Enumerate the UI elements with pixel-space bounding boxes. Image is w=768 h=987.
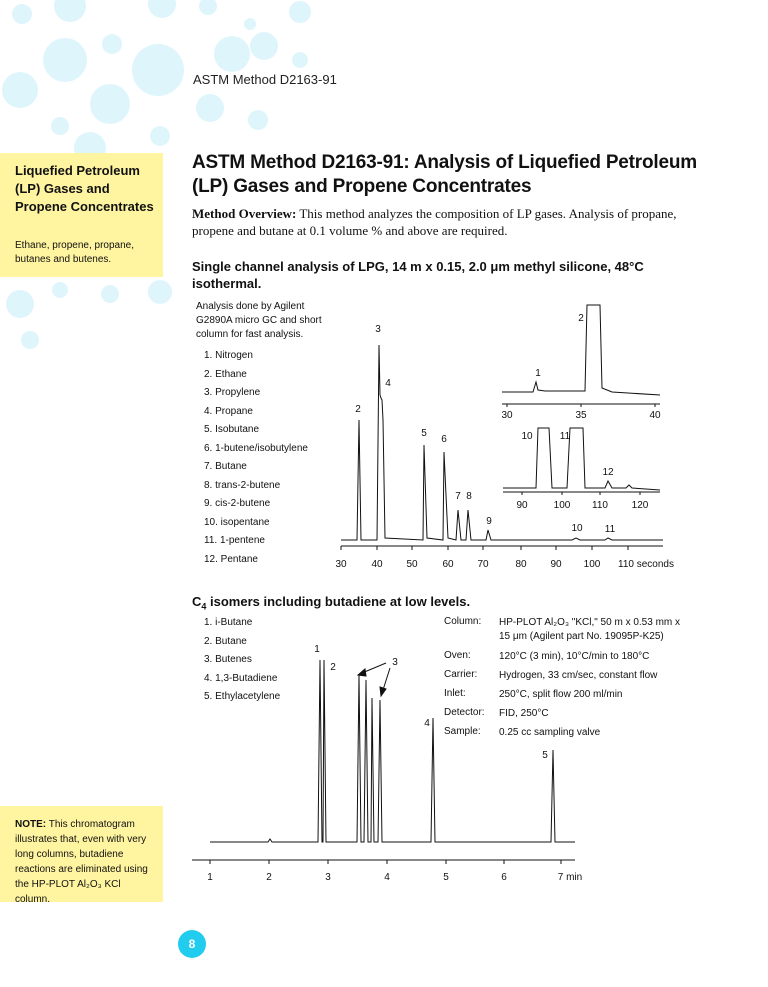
condition-value: 250°C, split flow 200 ml/min (499, 689, 623, 700)
condition-key: Column: (444, 616, 482, 627)
note-label: NOTE: (15, 819, 47, 830)
list-item: 11. 1-pentene (204, 535, 265, 546)
inset1-peak-label: 2 (578, 313, 584, 324)
condition-value: Hydrogen, 33 cm/sec, constant flow (499, 670, 658, 681)
arrow-line (383, 668, 390, 690)
chart2-title-sub: 4 (201, 601, 207, 612)
x-tick-label: 3 (325, 872, 331, 883)
list-item: 9. cis-2-butene (204, 498, 271, 509)
overview-text: This method analyzes the composition of LP gases. Analysis of propane, propene and butane at 0.1 volume % and above are required. (192, 206, 677, 238)
list-item: 1. Nitrogen (204, 350, 253, 361)
condition-key: Carrier: (444, 669, 478, 680)
inset1-peak-label: 1 (535, 368, 541, 379)
peak-label: 4 (385, 378, 391, 389)
x-tick-label: 50 (406, 559, 418, 570)
chart2-title-suffix: isomers including butadiene at low levels. (206, 594, 471, 609)
condition-key: Inlet: (444, 688, 466, 699)
peak-label: 6 (441, 434, 447, 445)
x-tick-label: 5 (443, 872, 449, 883)
peak-label: 11 (604, 524, 616, 535)
condition-value: 0.25 cc sampling valve (499, 727, 601, 738)
overview-label: Method Overview: (192, 206, 297, 221)
arrow-head (380, 687, 386, 696)
condition-value-line: 15 μm (Agilent part No. 19095P-K25) (499, 631, 664, 642)
list-item: 10. isopentane (204, 516, 270, 528)
x-tick-label: 60 (442, 559, 454, 570)
peak-label: 10 (571, 523, 583, 534)
page-title: ASTM Method D2163-91: Analysis of Liquefied Petroleum (LP) Gases and Propene Concentrates (192, 152, 697, 197)
peak-label: 1 (314, 644, 320, 655)
note-body: This chromatogram illustrates that, even with very long columns, butadiene reactions are eliminated using the HP-PLOT Al₂O₃ KCl column. (15, 819, 148, 905)
list-item: 12. Pentane (204, 553, 258, 565)
list-item: 4. Propane (204, 405, 253, 417)
peak-label: 2 (330, 662, 336, 673)
list-item: 5. Isobutane (204, 424, 260, 435)
list-item: 2. Butane (204, 635, 247, 647)
peak-label: 4 (424, 718, 430, 729)
condition-key: Sample: (444, 726, 481, 737)
inset2-tick-label: 110 (592, 500, 608, 511)
list-item: 8. trans-2-butene (204, 479, 281, 491)
inset2-peak-label: 12 (602, 467, 614, 478)
peak-label: 7 (455, 491, 461, 502)
condition-key: Oven: (444, 650, 471, 661)
list-item: 4. 1,3-Butadiene (204, 672, 278, 684)
x-tick-label: 100 (583, 559, 601, 570)
x-tick-label: 4 (384, 872, 390, 883)
list-item: 6. 1-butene/isobutylene (204, 442, 308, 454)
inset1-tick-label: 30 (501, 410, 513, 421)
list-item: 7. Butane (204, 461, 247, 472)
peak-label: 8 (466, 491, 472, 502)
chart1-note: Analysis done by Agilent G2890A micro GC and short column for fast analysis. (196, 301, 322, 340)
peak-label: 3 (392, 657, 398, 668)
condition-value: 120°C (3 min), 10°C/min to 180°C (499, 651, 650, 662)
peak-label: 2 (355, 404, 361, 415)
list-item: 3. Butenes (204, 654, 252, 665)
x-tick-label: 6 (501, 872, 507, 883)
note-text (15, 817, 157, 907)
header-title: ASTM Method D2163-91 (193, 72, 337, 87)
x-tick-label: 40 (371, 559, 383, 570)
x-tick-label: 7 min (557, 872, 583, 883)
inset2-peak-label: 11 (559, 431, 571, 442)
x-tick-label: 2 (266, 872, 272, 883)
x-tick-label: 90 (550, 559, 562, 570)
x-tick-label: 70 (477, 559, 489, 570)
peak-label: 5 (542, 750, 548, 761)
inset1-tick-label: 40 (649, 410, 661, 421)
inset2-tick-label: 90 (516, 500, 528, 511)
peak-label: 5 (421, 428, 427, 439)
note-panel (0, 806, 163, 905)
arrow-head (358, 669, 366, 676)
list-item: 3. Propylene (204, 387, 261, 398)
x-tick-label: 30 (335, 559, 347, 570)
list-item: 1. i-Butane (204, 617, 253, 628)
chromatogram-2-trace (210, 660, 575, 842)
x-tick-label: 1 (207, 872, 213, 883)
page-number-badge: 8 (178, 930, 206, 958)
inset2-peak-label: 10 (521, 431, 533, 442)
inset2-tick-label: 100 (553, 500, 571, 511)
inset1-tick-label: 35 (575, 410, 587, 421)
peak-label: 9 (486, 516, 492, 527)
peak-label: 3 (375, 324, 381, 335)
condition-key: Detector: (444, 707, 485, 718)
sidebar-subtitle: Ethane, propene, propane, butanes and butenes. (15, 240, 134, 265)
condition-value-line: HP-PLOT Al₂O₃ "KCl," 50 m x 0.53 mm x (499, 617, 681, 628)
sidebar-title: Liquefied Petroleum (LP) Gases and Propene Concentrates (15, 163, 154, 214)
x-tick-label: 80 (515, 559, 527, 570)
list-item: 2. Ethane (204, 368, 247, 380)
chart2-title-prefix: C (192, 594, 202, 609)
list-item: 5. Ethylacetylene (204, 691, 281, 702)
condition-value: FID, 250°C (499, 708, 549, 719)
inset2-tick-label: 120 (631, 500, 649, 511)
chart1-title: Single channel analysis of LPG, 14 m x 0.15, 2.0 μm methyl silicone, 48°C isothermal. (192, 259, 644, 291)
x-tick-label: 110 seconds (618, 559, 674, 570)
